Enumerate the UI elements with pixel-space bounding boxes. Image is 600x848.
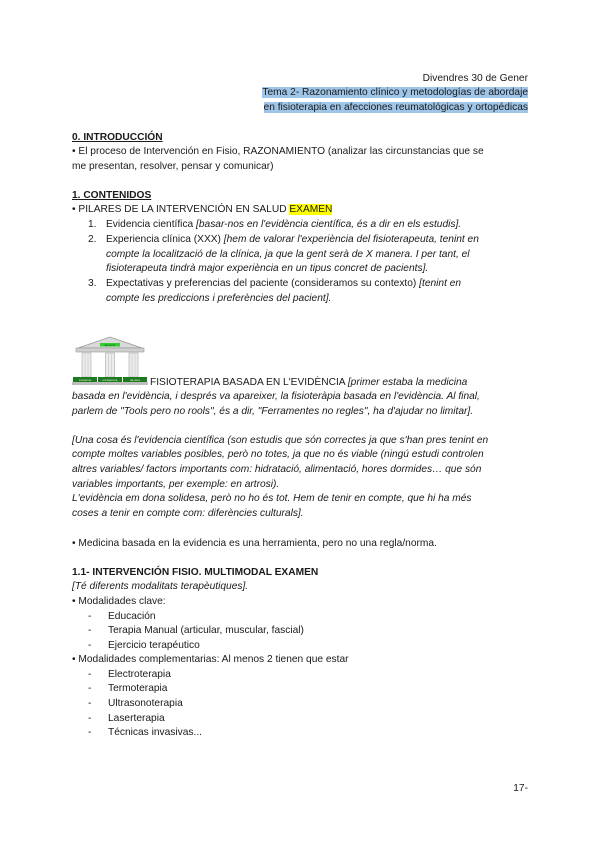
intro-line-2: me presentan, resolver, pensar y comunicar) xyxy=(72,161,274,172)
list-item: - Laserterapia xyxy=(88,713,165,724)
list-number: 2. xyxy=(88,234,97,245)
list-item: - Termoterapia xyxy=(88,683,168,694)
date-line: Divendres 30 de Gener xyxy=(422,73,528,84)
intro-heading: 0. INTRODUCCIÓN xyxy=(72,132,163,143)
list-item: - Ejercicio terapéutico xyxy=(88,640,200,651)
list-text: Terapia Manual (articular, muscular, fascial) xyxy=(108,625,304,636)
fbe-line-1 xyxy=(150,376,467,391)
list-text: Educación xyxy=(108,611,156,622)
list-item xyxy=(88,277,528,292)
list-text: Experiencia clínica (XXX) xyxy=(106,234,224,245)
pilares-line xyxy=(72,203,332,218)
title-line-2 xyxy=(264,101,528,116)
list-body xyxy=(106,233,528,248)
list-text: Termoterapia xyxy=(108,683,168,694)
list-text: Ejercicio terapéutico xyxy=(108,640,200,651)
list-item: - Técnicas invasivas... xyxy=(88,727,202,738)
list-note: [tenint en xyxy=(419,278,462,289)
list-note: [hem de valorar l'experiència del fisioterapeuta, tenint en xyxy=(223,234,479,245)
fbe-title: FISIOTERAPIA BASADA EN L'EVIDÈNCIA xyxy=(150,377,348,388)
fbe-line-2: basada en l'evidència, i després va apareixer, la fisioteràpia basada en l'evidència. Al final, xyxy=(72,391,480,402)
pillar-label: EXPERIENCIA xyxy=(102,379,118,382)
science-note-line: [Una cosa és l'evidencia científica (son estudis que són correctes ja que s'han pres tenint en xyxy=(72,435,489,446)
comp-label: • Modalidades complementarias: Al menos 2 tienen que estar xyxy=(72,654,349,665)
intro-line-1: • El proceso de Intervención en Fisio, RAZONAMIENTO (analizar las circunstancias que se xyxy=(72,146,484,157)
list-text: Expectativas y preferencias del paciente (consideramos su contexto) xyxy=(106,278,420,289)
list-note: [basar-nos en l'evidència científica, és a dir en els estudis]. xyxy=(196,219,462,230)
page-number: 17- xyxy=(513,783,528,794)
title-highlight-1: Tema 2- Razonamiento clínico y metodologías de abordaje xyxy=(262,87,528,98)
science-note-line: compte moltes variables posibles, però no totes, ja que no és viable (ningú estudi controlen xyxy=(72,449,484,460)
list-continuation: compte la localització de la clínica, ja que la gent serà de X manera. I per tant, el xyxy=(106,249,470,260)
list-text: Ultrasonoterapia xyxy=(108,698,183,709)
contenidos-heading: 1. CONTENIDOS xyxy=(72,190,152,201)
list-item xyxy=(88,218,528,233)
pillar-label: VALORES xyxy=(129,379,141,382)
list-body xyxy=(106,277,528,292)
title-highlight-2: en fisioterapia en afecciones reumatológicas y ortopédicas xyxy=(263,102,528,113)
list-body xyxy=(106,218,528,233)
list-item: - Terapia Manual (articular, muscular, fascial) xyxy=(88,625,304,636)
fbe-note: [primer estaba la medicina xyxy=(347,377,468,388)
science-note-line: L'evidència em dona solidesa, però no ho és tot. Hem de tenir en compte, que hi ha més xyxy=(72,493,472,504)
list-text: Evidencia científica xyxy=(106,219,197,230)
pillar-label: EVIDENCIA xyxy=(79,379,91,382)
list-item: - Ultrasonoterapia xyxy=(88,698,183,709)
pillar-label: PACIENTE xyxy=(104,345,116,347)
list-continuation: compte les prediccions i preferències del pacient]. xyxy=(106,293,332,304)
fbe-line-3: parlem de "Tools pero no rools", és a dir, "Ferramentes no regles", ha d'ajudar no limitar]. xyxy=(72,406,474,417)
list-text: Electroterapia xyxy=(108,669,171,680)
section-1-1-heading: 1.1- INTERVENCIÓN FISIO. MULTIMODAL EXAMEN xyxy=(72,567,319,578)
list-number: 3. xyxy=(88,278,97,289)
science-note-line: coses a tenir en compte com: diferències culturals]. xyxy=(72,508,304,519)
list-item xyxy=(88,233,528,248)
section-1-1-note: [Té diferents modalitats terapèutiques]. xyxy=(72,581,249,592)
pillars-illustration xyxy=(70,336,150,386)
pilares-exam-highlight: EXAMEN xyxy=(289,204,333,215)
list-number: 1. xyxy=(88,219,97,230)
list-item: - Electroterapia xyxy=(88,669,171,680)
clave-label: • Modalidades clave: xyxy=(72,596,166,607)
medicina-line: • Medicina basada en la evidencia es una herramienta, pero no una regla/norma. xyxy=(72,538,437,549)
title-line-1 xyxy=(262,86,528,101)
science-note-line: variables importants, per exemple: en artrosi). xyxy=(72,479,280,490)
pilares-text: • PILARES DE LA INTERVENCIÓN EN SALUD xyxy=(72,204,290,215)
science-note-line: altres variables/ factors importants com: hidratació, alimentació, hores dormides… que són xyxy=(72,464,482,475)
list-text: Técnicas invasivas... xyxy=(108,727,202,738)
list-item: - Educación xyxy=(88,611,156,622)
list-text: Laserterapia xyxy=(108,713,165,724)
list-continuation: fisioterapeuta tindrà major experiència en un tipus concret de pacients]. xyxy=(106,263,429,274)
